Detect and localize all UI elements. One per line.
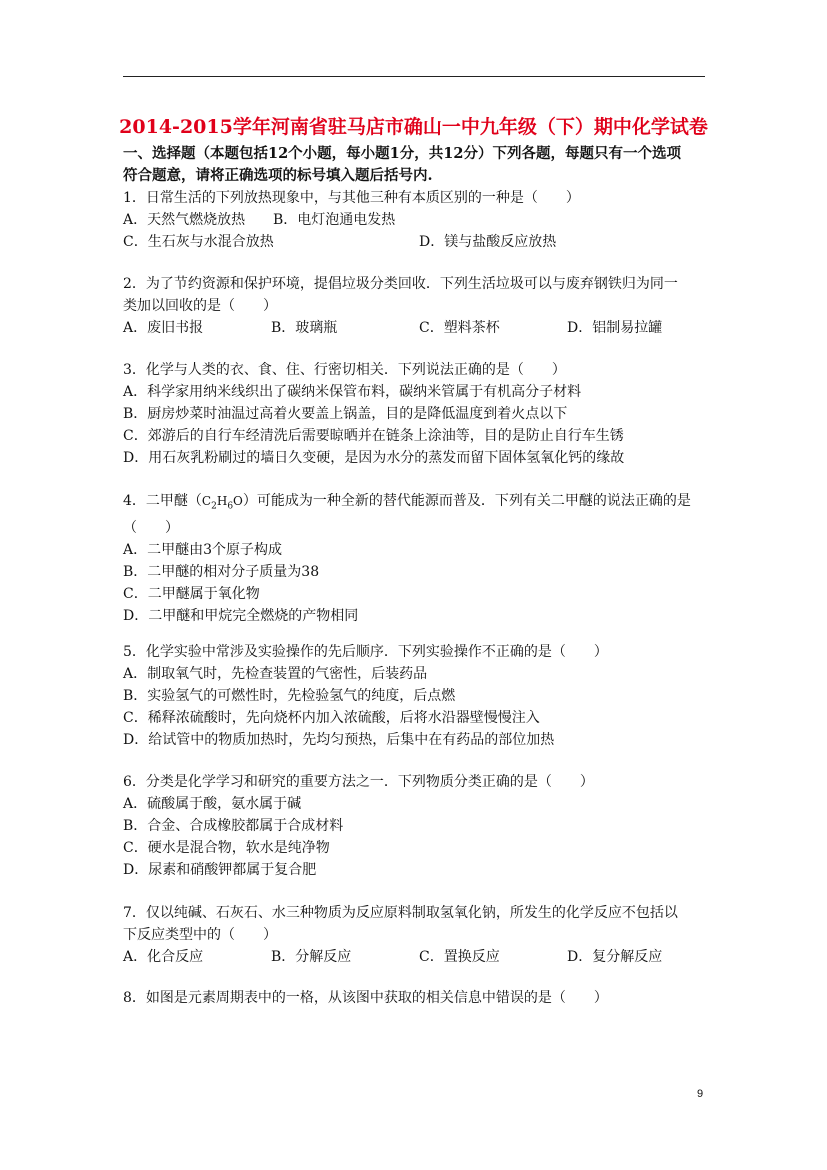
- options-row: [123, 946, 723, 968]
- formula-part: H: [216, 494, 228, 508]
- option-a: A．天然气燃烧放热: [123, 212, 246, 228]
- option-a: A．废旧书报: [123, 320, 204, 336]
- question-stem: 3．化学与人类的衣、食、住、行密切相关．下列说法正确的是（ ）: [123, 362, 566, 378]
- option-a: A．二甲醚由3个原子构成: [123, 542, 283, 559]
- question-5: [123, 641, 723, 751]
- stem-text: 4．二甲醚（: [123, 493, 202, 509]
- option-d: D．用石灰乳粉刷过的墙日久变硬，是因为水分的蒸发而留下固体氢氧化钙的缘故: [123, 450, 625, 466]
- question-stem: 1．日常生活的下列放热现象中，与其他三种有本质区别的一种是（ ）: [123, 190, 580, 206]
- option-d: D．镁与盐酸反应放热: [419, 234, 557, 250]
- option-b: B．玻璃瓶: [271, 320, 338, 336]
- formula-part: O: [233, 494, 243, 508]
- options-row: [123, 231, 723, 253]
- question-6: [123, 771, 723, 881]
- question-stem: [123, 490, 723, 517]
- option-a: A．硫酸属于酸，氨水属于碱: [123, 796, 302, 812]
- question-8: [123, 987, 723, 1009]
- section-heading: [123, 143, 713, 187]
- option-d: D．二甲醚和甲烷完全燃烧的产物相同: [123, 608, 359, 625]
- option-d: D．给试管中的物质加热时，先均匀预热，后集中在有药品的部位加热: [123, 732, 555, 748]
- option-c: C．郊游后的自行车经清洗后需要晾晒并在链条上涂油等，目的是防止自行车生锈: [123, 428, 624, 444]
- question-2: [123, 273, 723, 339]
- formula-subscript: 6: [227, 501, 234, 512]
- question-stem: 8．如图是元素周期表中的一格，从该图中获取的相关信息中错误的是（ ）: [123, 990, 608, 1006]
- option-d: D．铝制易拉罐: [567, 320, 663, 336]
- option-d: D．尿素和硝酸钾都属于复合肥: [123, 862, 317, 878]
- section-heading-line: 符合题意，请将正确选项的标号填入题后括号内.: [123, 167, 433, 184]
- page-number: 9: [697, 1088, 704, 1100]
- question-1: [123, 187, 723, 253]
- option-b: B．合金、合成橡胶都属于合成材料: [123, 818, 344, 834]
- option-c: C．置换反应: [419, 949, 500, 965]
- option-d: D．复分解反应: [567, 949, 663, 965]
- question-7: [123, 902, 723, 968]
- formula-subscript: 2: [211, 501, 217, 512]
- option-c: C．生石灰与水混合放热: [123, 234, 274, 250]
- option-b: B．电灯泡通电发热: [273, 212, 396, 228]
- option-b: B．分解反应: [271, 949, 352, 965]
- option-c: C．塑料茶杯: [419, 320, 500, 336]
- option-b: B．二甲醚的相对分子质量为38: [123, 564, 320, 581]
- formula: [201, 494, 243, 512]
- option-c: C．二甲醚属于氧化物: [123, 586, 260, 603]
- option-a: A．科学家用纳米线织出了碳纳米保管布料，碳纳米管属于有机高分子材料: [123, 384, 582, 400]
- question-stem: 5．化学实验中常涉及实验操作的先后顺序．下列实验操作不正确的是（ ）: [123, 644, 608, 660]
- option-a: A．化合反应: [123, 949, 204, 965]
- option-b: B．厨房炒菜时油温过高着火要盖上锅盖，目的是降低温度到着火点以下: [123, 406, 568, 422]
- option-b: B．实验氢气的可燃性时，先检验氢气的纯度，后点燃: [123, 688, 456, 704]
- stem-text: ）可能成为一种全新的替代能源而普及．下列有关二甲醚的说法正确的是: [242, 493, 691, 509]
- options-row: [123, 317, 723, 339]
- question-stem: 6．分类是化学学习和研究的重要方法之一．下列物质分类正确的是（ ）: [123, 774, 594, 790]
- question-stem: 2．为了节约资源和保护环境，提倡垃圾分类回收．下列生活垃圾可以与废弃钢铁归为同一: [123, 276, 678, 292]
- question-stem: 下反应类型中的（ ）: [123, 927, 277, 943]
- question-stem: （ ）: [123, 520, 179, 537]
- option-c: C．硬水是混合物，软水是纯净物: [123, 840, 330, 856]
- section-heading-line: 一、选择题（本题包括12个小题，每小题1分，共12分）下列各题，每题只有一个选项: [123, 145, 681, 162]
- question-stem: 7．仅以纯碱、石灰石、水三种物质为反应原料制取氢氧化钠，所发生的化学反应不包括以: [123, 905, 678, 921]
- question-stem: 类加以回收的是（ ）: [123, 298, 277, 314]
- question-4: [123, 490, 723, 627]
- option-c: C．稀释浓硫酸时，先向烧杯内加入浓硫酸，后将水沿器壁慢慢注入: [123, 710, 540, 726]
- formula-part: C: [201, 494, 212, 508]
- header-rule: [123, 76, 705, 77]
- options-row: [123, 209, 723, 231]
- option-a: A．制取氧气时，先检查装置的气密性，后装药品: [123, 666, 428, 682]
- page-title: 2014-2015学年河南省驻马店市确山一中九年级（下）期中化学试卷: [119, 116, 708, 138]
- question-3: [123, 359, 723, 469]
